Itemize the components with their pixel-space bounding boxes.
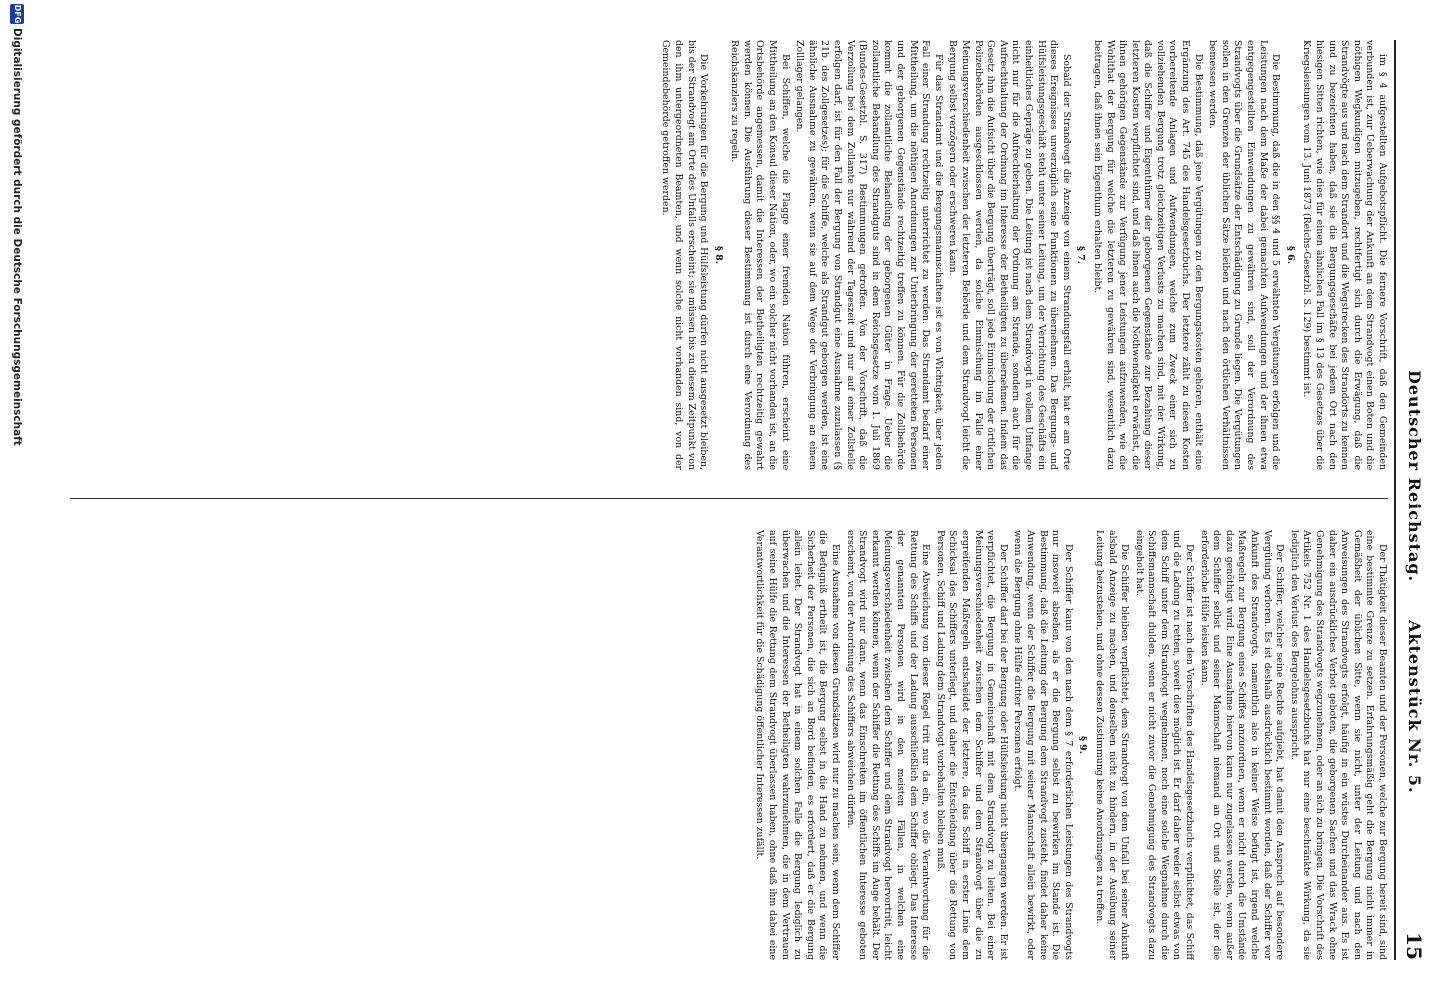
paragraph: Eine Ausnahme von diesen Grundsätzen wird nur zu machen sein, wenn dem Schiffer die Befugniß ertheilt ist, die Bergung selbst in die Hand zu nehmen, und wenn die Sicherheit der Personen, die sich an Bord befinden, es erfordert, daß er die Bergung allein leitet. Der Strandvogt hat in einem solchen Falle die Bergung lediglich zu überwachen und die Interessen der Betheiligten wahrzunehmen, die in dem Vertrauen auf seine Hülfe die Rettung dem Strandvogt überlassen haben, ohne daß ihm dabei eine Verantwortlichkeit für die Schädigung öffentlicher Interessen zufällt.: [754, 530, 842, 960]
right-column: [70, 530, 1388, 960]
left-column: [70, 40, 1388, 470]
paragraph: im § 4 aufgestellten Aufgebotspflicht. Die fernere Vorschrift, daß den Gemeinden verbunden ist, zur Ueberwachung der Ankunft an dem Strandvogt einen Boten und die nöthigen Wegkundigen mitzugeben, rechtfertigt sich durch die Erwägung, daß die Strandvögte aus und nach dem Strandort und die Wegstrecken des Strandorts zu kennen und zu bezeichnen haben, daß sie die Bergungsgeschäfte bei jedem Ort nach den hiesigen Sitten richten, wie dies für einen ähnlichen Fall im § 13 des Gesetzes über die Kriegsleistungen vom 13. Juni 1873 (Reichs-Gesetzbl. S. 129) bestimmt ist.: [1301, 40, 1388, 470]
paragraph: Eine Abweichung von dieser Regel tritt nur da ein, wo die Verantwortung für die Rettung des Schiffs und der Ladung ausschließlich dem Schiffer obliegt. Das Interesse der genannten Personen wird in den meisten Fällen, in welchen eine Meinungsverschiedenheit zwischen dem Schiffer und dem Strandvogt hervortritt, leicht erkannt werden können, wenn der Schiffer die Rettung des Schiffs im Auge behält. Der Strandvogt wird nur dann, wenn das Einschreiten im öffentlichen Interesse geboten erscheint, von der Anordnung des Schiffers abweichen dürfen.: [844, 530, 932, 960]
section-heading: § 9.: [1077, 736, 1089, 754]
header-issue: Aktenstück Nr. 5.: [1405, 620, 1424, 794]
text-columns: [70, 40, 1388, 960]
section-heading: § 8.: [712, 246, 724, 264]
section-heading: § 6.: [1284, 246, 1296, 264]
digitization-credit: Digitalisierung gefördert durch die Deutsche Forschungsgemeinschaft: [11, 28, 23, 446]
column-divider: [70, 498, 1388, 499]
paragraph: Für das Strandamt und die Bergungsmannschaften ist es von Wichtigkeit, über jeden Fall einer Strandung rechtzeitig unterrichtet zu werden. Das Strandamt bedarf einer Mittheilung, um die nöthigen Anordnungen zur Unterbringung der geretteten Personen und der geborgenen Gegenstände rechtzeitig treffen zu können. Für die Zollbehörde kommt die zollamtliche Behandlung der geborgenen Güter in Frage. Ueber die zollamtliche Behandlung des Strandguts sind in dem Reichsgesetze vom 1. Juli 1869 (Bundes-Gesetzbl. S. 317) Bestimmungen getroffen. Von der Vorschrift, daß die Verzollung bei dem Zollamte nur während der Tageszeit und nur auf einer Zollstelle erfolgen darf, ist für den Fall der Bergung von Strandgut eine Ausnahme zuzulassen (§ 21b. des Zollgesetzes); für die Schiffe, welche als Strandgut geborgen werden, ist eine ähnliche Ausnahme zu gewähren, wenn sie auf dem Wege der Verbringung an einem Zolllager gelangen.: [794, 40, 944, 470]
dfg-logo: DFG: [10, 4, 24, 24]
paragraph: Die Vorkehrungen für die Bergung und Hülfsleistung dürfen nicht ausgesetzt bleiben, bis der Strandvogt am Orte des Unfalls erscheint; sie müssen bis zu diesem Zeitpunkt von den ihm untergeordneten Beamten, und wenn solche nicht vorhanden sind, von der Gemeindebehörde getroffen werden.: [660, 40, 710, 470]
header-title: Deutscher Reichstag.: [1405, 370, 1424, 583]
page-header: [1394, 40, 1426, 960]
page-number: 15: [1402, 932, 1426, 960]
section-heading: § 7.: [1075, 246, 1087, 264]
paragraph: Der Schiffer darf bei der Bergung oder Hülfsleistung nicht übergangen werden. Er ist verpflichtet, die Bergung in Gemeinschaft mit dem Strandvogt zu leiten. Bei einer Meinungsverschiedenheit zwischen dem Schiffer und dem Strandvogt über die zu ergreifenden Maßregeln entscheidet der letztere, da das Schiff in erster Linie dem Schicksal des Schiffers unterliegt, und daher die Entscheidung über die Rettung von Personen, Schiff und Ladung dem Strandvogt vorbehalten bleiben muß.: [934, 530, 1009, 960]
paragraph: Der Thätigkeit dieser Beamten und der Personen, welche zur Bergung bereit sind, sind eine bestimmte Grenze zu setzen. Erfahrungsmäßig geht die Bergung nicht immer in Gemäßheit der üblichen Sitte, wenn sie nicht, unter der Leitung und nach den Anweisungen des Strandvogts erfolgt, häufig in ein wüstes Durcheinander aus. Es ist daher ein ausdrückliches Verbot geboten, die geborgenen Sachen und das Wrack ohne Genehmigung des Strandvogts wegzunehmen, oder an sich zu bringen. Die Vorschrift des Artikels 752 Nr. 1 des Handelsgesetzbuchs hat nur eine beschränkte Wirkung, da sie lediglich den Verlust des Bergelohns ausspricht.: [1288, 530, 1388, 960]
paragraph: Sobald der Strandvogt die Anzeige von einem Strandungsfall erhält, hat er am Orte dieses Ereignisses unverzüglich seine Funktionen zu übernehmen. Das Bergungs- und Hülfsleistungsgeschäft steht unter seiner Leitung, um der Verrichtung des Geschäfts ein einheitliches Gepräge zu geben. Die Leitung ist nach dem Strandvogt in vollem Umfange nicht nur für die Aufrechterhaltung der Ordnung am Strande, sondern auch für die Aufrechthaltung der Ordnung im Interesse der Betheiligten zu übernehmen. Indem das Gesetz ihm die Aufsicht über die Bergung überträgt, soll jede Einmischung der örtlichen Polizeibehörden ausgeschlossen werden, da solche Einmischung im Falle einer Meinungsverschiedenheit zwischen der letzteren Behörde und dem Strandvogt leicht die Bergung selbst verzögern oder erschweren kann.: [947, 40, 1072, 470]
paragraph: Der Schiffer ist nach den Vorschriften des Handelsgesetzbuchs verpflichtet, das Schiff und die Ladung zu retten, soweit dies möglich ist. Er darf daher weder selbst etwas von dem Schiff unter dem Strandvogt wegnehmen, noch eine solche Wegnahme durch die Schiffsmannschaft dulden, wenn er nicht zuvor die Genehmigung des Strandvogts dazu eingeholt hat.: [1133, 530, 1196, 960]
paragraph: Bei Schiffen, welche die Flagge einer fremden Nation führen, erscheint eine Mittheilung an den Konsul dieser Nation, oder, wo ein solcher nicht vorhanden ist, an die Ortsbehörde angemessen, damit die Interessen der Betheiligten rechtzeitig gewahrt werden können. Die Ausführung dieser Bestimmung ist durch eine Verordnung des Reichskanzlers zu regeln.: [729, 40, 791, 470]
paragraph: Der Schiffer, welcher seine Rechte aufgiebt, hat damit den Anspruch auf besondere Vergütung verloren. Es ist deshalb ausdrücklich bestimmt worden, daß der Schiffer vor Ankunft des Strandvogts, namentlich also in keiner Weise befugt ist, irgend welche Maßregeln zur Bergung eines Schiffes anzuordnen, wenn er nicht durch die Umstände dazu genöthigt wird. Eine Ausnahme hiervon kann nur zugelassen werden, wenn außer dem Schiffer selbst und seiner Mannschaft niemand an Ort und Stelle ist, der die erforderliche Hülfe leisten kann.: [1198, 530, 1286, 960]
paragraph: Die Bestimmung, daß die in den §§ 4 und 5 erwähnten Vergütungen erfolgen und die Leistungen nach dem Maße der dabei gemachten Aufwendungen und der ihnen etwa entgegengestellten Einwendungen zu gewähren sind, soll der Verordnung des Strandvogts über die Grundsätze der Entschädigung zu Grunde liegen. Die Vergütungen sollen in den Grenzen der üblichen Sätze bleiben und nach den örtlichen Verhältnissen bemessen werden.: [1207, 40, 1282, 470]
page-footer: [6, 0, 26, 1000]
paragraph: Die Bestimmung, daß jene Vergütungen zu den Bergungskosten gehören, enthält eine Ergänzung des Art. 745 des Handelsgesetzbuchs. Der letztere zählt zu diesen Kosten vorbereitende Anlagen und Aufwendungen, welche zum Zweck einer sich zu vollziehenden Bergung trotz gleichzeitigen Verlusts zu machen sind, mit der Wirkung, daß die Schiffer und Eigenthümer der geborgenen Gegenstände zur Bezahlung dieser letzteren Kosten verpflichtet sind, und daß ihnen auch die Nothwendigkeit erwächst, die ihnen gehörigen Gegenstände zur Verfügung jener Leistungen aufzuwenden, wie die Wohlthat der Bergung für welche die letzteren zu gewähren sind, wesentlich dazu beitragen, daß ihnen sein Eigenthum erhalten bleibt.: [1091, 40, 1204, 470]
paragraph: Die Schiffer bleiben verpflichtet, dem Strandvogt von dem Unfall bei seiner Ankunft alsbald Anzeige zu machen, und denselben nicht zu hindern, in der Ausübung seiner Leitung beizustehen, und ohne dessen Zustimmung keine Anordnungen zu treffen.: [1093, 530, 1131, 960]
paragraph: Der Schiffer kann von den nach dem § 7 erforderlichen Leistungen des Strandvogts nur insoweit absehen, als er die Bergung selbst zu bewirken im Stande ist. Die Bestimmung, daß die Leitung der Bergung dem Strandvogt zusteht, findet daher keine Anwendung, wenn der Schiffer die Bergung mit seiner Mannschaft allein bewirkt, oder wenn die Bergung ohne Hülfe dritter Personen erfolgt.: [1012, 530, 1074, 960]
